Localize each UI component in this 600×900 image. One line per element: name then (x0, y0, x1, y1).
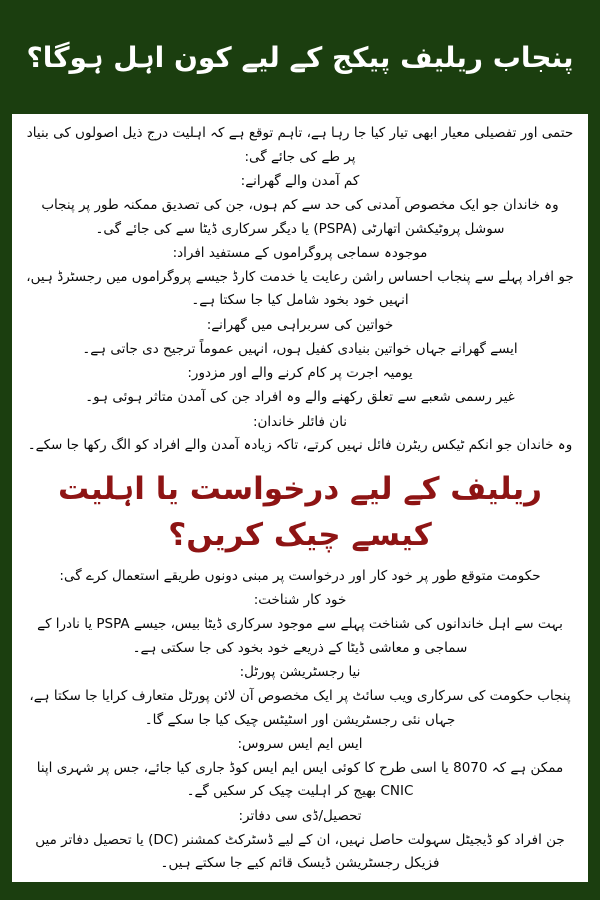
section-non-filers (24, 411, 576, 458)
section-body: وہ خاندان جو ایک مخصوص آمدنی کی حد سے کم ہوں، جن کی تصدیق ممکنہ طور پر پنجاب سوشل پروٹیکشن اتھارٹی (PSPA) یا دیگر سرکاری ڈیٹا سے کی جائے گی۔ (41, 196, 559, 237)
section-auto-identification (24, 589, 576, 660)
section-body: وہ خاندان جو انکم ٹیکس ریٹرن فائل نہیں کرتے، تاکہ زیادہ آمدن والے افراد کو الگ رکھا جا سکے۔ (27, 437, 573, 454)
section-body: جو افراد پہلے سے پنجاب احساس راشن رعایت یا خدمت کارڈ جیسے پروگراموں میں رجسٹرڈ ہیں، انہیں خود بخود شامل کیا جا سکتا ہے۔ (26, 268, 574, 309)
section-heading: خود کار شناخت: (253, 592, 347, 609)
section-heading: تحصیل/ڈی سی دفاتر: (238, 808, 362, 824)
section-low-income (24, 170, 576, 241)
section-heading: نیا رجسٹریشن پورٹل: (239, 664, 361, 681)
how-to-check-heading: ریلیف کے لیے درخواست یا اہلیت کیسے چیک کریں؟ (58, 470, 542, 554)
section-body: ایسے گھرانے جہاں خواتین بنیادی کفیل ہوں، انہیں عموماً ترجیح دی جاتی ہے۔ (82, 340, 518, 357)
section-daily-wagers (24, 362, 576, 409)
section-body: جن افراد کو ڈیجیٹل سہولت حاصل نہیں، ان کے لیے ڈسٹرکٹ کمشنر (DC) یا تحصیل دفاتر میں فزیکل رجسٹریشن ڈیسک قائم کیے جا سکتے ہیں۔ (35, 831, 565, 872)
section-heading: یومیہ اجرت پر کام کرنے والے اور مزدور: (187, 365, 413, 382)
section-tehsil-dc-offices (24, 805, 576, 876)
section-heading: موجودہ سماجی پروگراموں کے مستفید افراد: (172, 245, 428, 262)
section-registration-portal (24, 661, 576, 732)
section-body: پنجاب حکومت کی سرکاری ویب سائٹ پر ایک مخصوص آن لائن پورٹل متعارف کرایا جا سکتا ہے، جہاں نئی رجسٹریشن اور اسٹیٹس چیک کیا جا سکے گا۔ (29, 687, 571, 728)
section-existing-beneficiaries (24, 242, 576, 313)
poster-title: پنجاب ریلیف پیکج کے لیے کون اہل ہوگا؟ (26, 40, 574, 74)
section-body: غیر رسمی شعبے سے تعلق رکھنے والے وہ افراد جن کی آمدن متاثر ہوئی ہو۔ (85, 388, 515, 405)
section-women-headed (24, 314, 576, 361)
section-body: ممکن ہے کہ 8070 یا اسی طرح کا کوئی ایس ایم ایس کوڈ جاری کیا جائے، جس پر شہری اپنا CNIC بھیج کر اہلیت چیک کر سکیں گے۔ (36, 759, 564, 800)
section-heading: نان فائلر خاندان: (252, 413, 348, 430)
how-to-check-intro: حکومت متوقع طور پر خود کار اور درخواست پر مبنی دونوں طریقے استعمال کرے گی: (59, 567, 541, 584)
section-heading: کم آمدن والے گھرانے: (240, 173, 360, 190)
poster-header (0, 0, 600, 114)
section-heading: خواتین کی سربراہی میں گھرانے: (206, 317, 394, 333)
section-sms-service (24, 733, 576, 804)
content-sheet (12, 114, 588, 882)
eligibility-intro: حتمی اور تفصیلی معیار ابھی تیار کیا جا رہا ہے، تاہم توقع ہے کہ اہلیت درج ذیل اصولوں کی بنیاد پر طے کی جائے گی: (26, 125, 574, 165)
section-heading: ایس ایم ایس سروس: (237, 736, 363, 753)
section-body: بہت سے اہل خاندانوں کی شناخت پہلے سے موجود سرکاری ڈیٹا بیس، جیسے PSPA یا نادرا کے سماجی و معاشی ڈیٹا کے ذریعے خود بخود کی جا سکتی ہے۔ (37, 616, 563, 656)
